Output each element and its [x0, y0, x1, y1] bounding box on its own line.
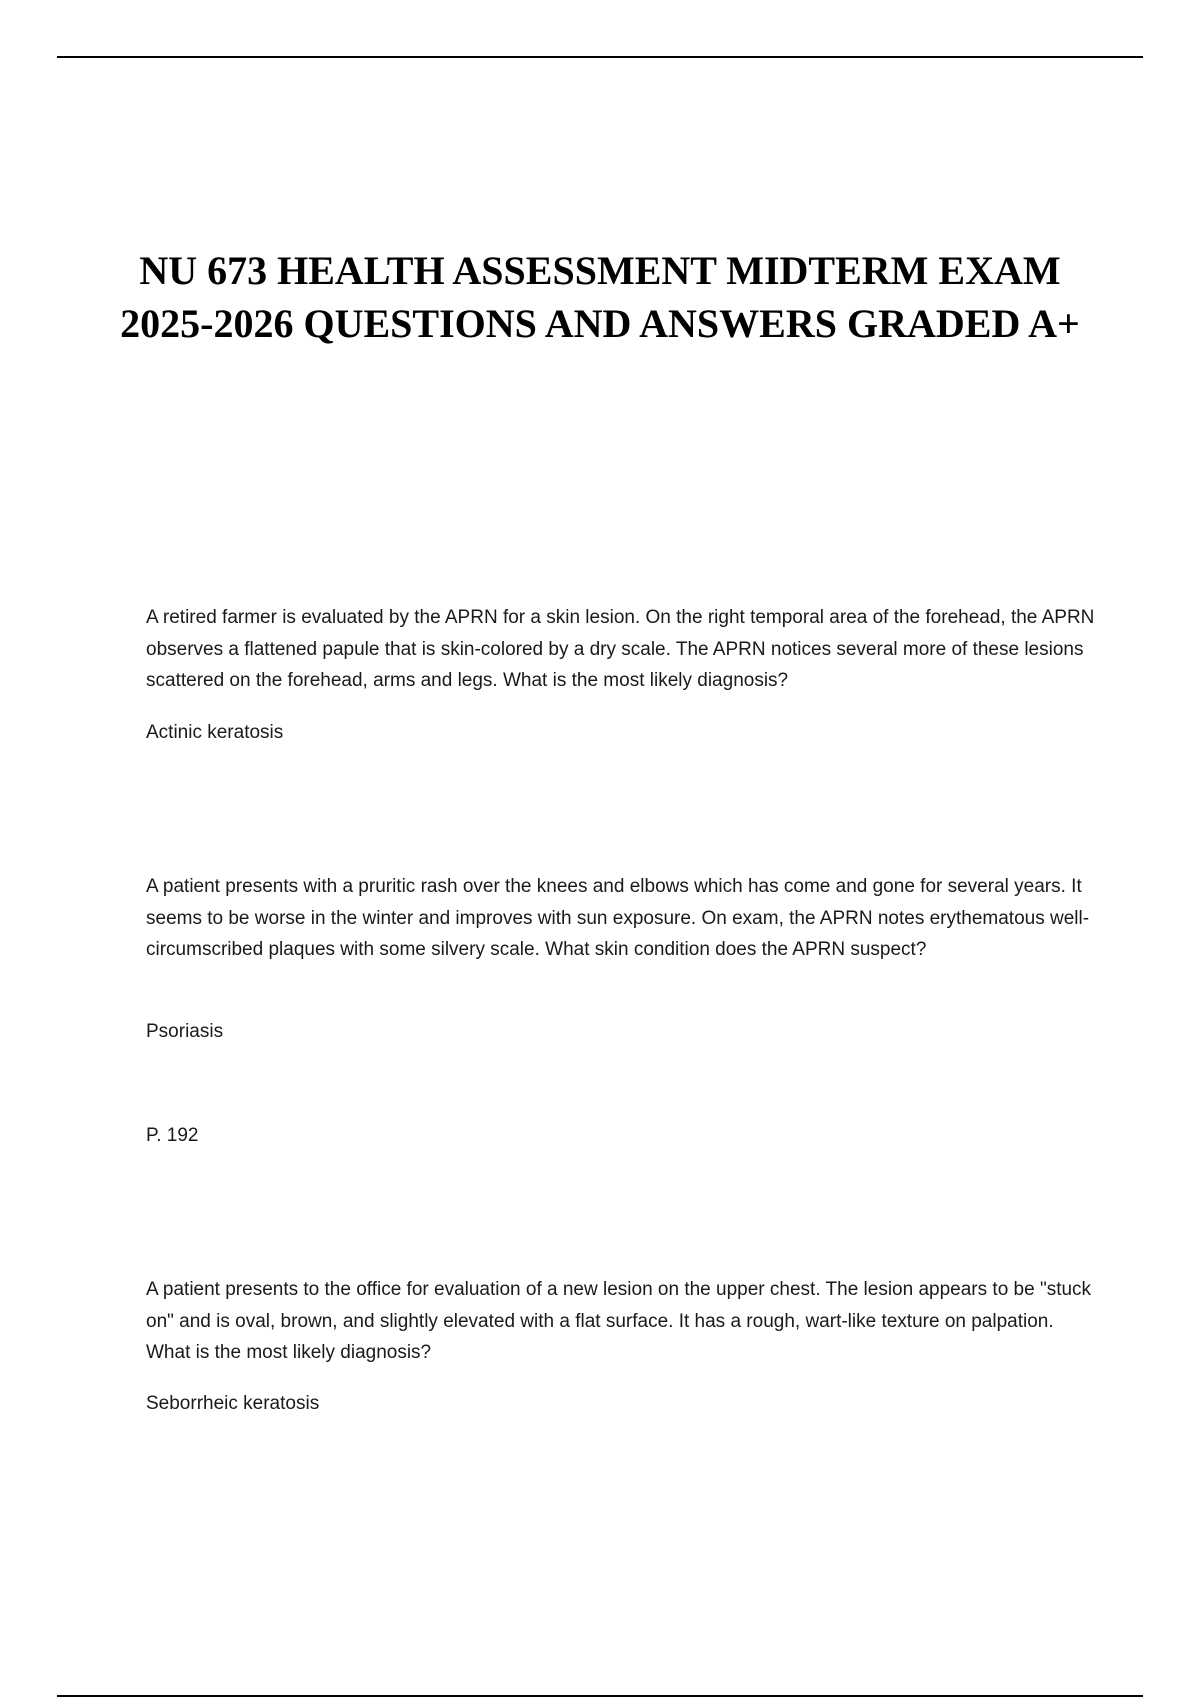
answer-1: Actinic keratosis — [146, 722, 284, 743]
page-reference-note: P. 192 — [146, 1125, 199, 1146]
question-1: A retired farmer is evaluated by the APRN for a skin lesion. On the right temporal area of the forehead, the APRN observes a flattened papule that is skin-colored by a dry scale. The APRN notices several more of these lesions scattered on the forehead, arms and legs. What is the most likely diagnosis? — [146, 607, 1095, 691]
question-3: A patient presents to the office for evaluation of a new lesion on the upper chest. The lesion appears to be "stuck on" and is oval, brown, and slightly elevated with a flat surface. It has a rough, wart-like texture on palpation. What is the most likely diagnosis? — [146, 1279, 1092, 1363]
question-2: A patient presents with a pruritic rash over the knees and elbows which has come and gone for several years. It seems to be worse in the winter and improves with sun exposure. On exam, the APRN notes erythematous well-circumscribed plaques with some silvery scale. What skin condition does the APRN suspect? — [146, 876, 1090, 960]
answer-3: Seborrheic keratosis — [146, 1393, 320, 1414]
top-rule — [57, 56, 1143, 58]
document-title: NU 673 HEALTH ASSESSMENT MIDTERM EXAM 2025-2026 QUESTIONS AND ANSWERS GRADED A+ — [120, 248, 1080, 346]
answer-2: Psoriasis — [146, 1021, 224, 1042]
bottom-rule — [57, 1695, 1143, 1697]
